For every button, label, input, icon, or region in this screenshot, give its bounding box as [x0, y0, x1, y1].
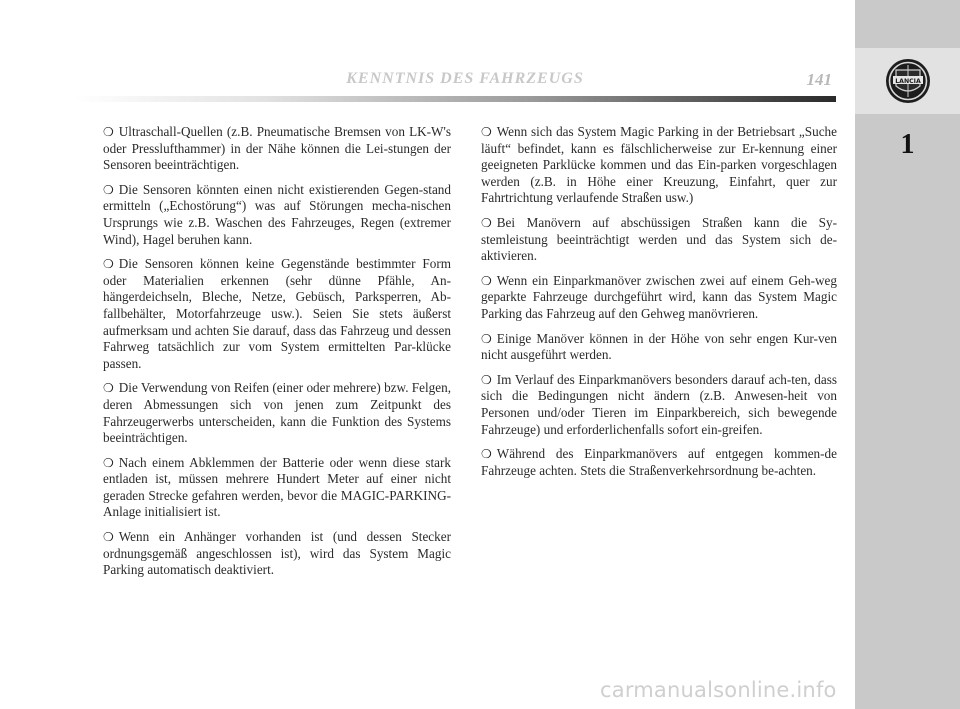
- bullet-icon: ❍: [481, 331, 492, 346]
- logo-box: [855, 48, 960, 114]
- bullet-icon: ❍: [103, 381, 114, 396]
- bullet-paragraph: [103, 256, 451, 372]
- bullet-paragraph: [481, 331, 837, 364]
- bullet-icon: ❍: [103, 125, 114, 139]
- bullet-icon: ❍: [103, 455, 114, 470]
- chapter-box: [855, 116, 960, 174]
- bullet-icon: ❍: [481, 125, 492, 139]
- paragraph-text: Während des Einparkmanövers auf entgegen kommen-de Fahrzeuge achten. Stets die Straßenverkehrsordnung be-achten.: [481, 446, 837, 478]
- watermark-text: carmanualsonline.info: [600, 678, 837, 702]
- bullet-paragraph: [481, 372, 837, 438]
- bullet-icon: ❍: [103, 530, 114, 545]
- bullet-icon: ❍: [481, 273, 492, 288]
- paragraph-text: Nach einem Abklemmen der Batterie oder wenn diese stark entladen ist, müssen mehrere Hundert Meter auf einer nicht geraden Strecke gefahren werden, bevor die MAGIC-PARKING-Anlage initialisiert ist.: [103, 454, 451, 520]
- paragraph-text: Wenn ein Anhänger vorhanden ist (und dessen Stecker ordnungsgemäß angeschlossen ist), wird das System Magic Parking automatisch deaktiviert.: [103, 529, 451, 578]
- header-rule: [74, 96, 836, 102]
- bullet-paragraph: [103, 380, 451, 446]
- paragraph-text: Die Verwendung von Reifen (einer oder mehrere) bzw. Felgen, deren Abmessungen sich von jenen zum Zeitpunkt des Fahrzeugerwerbs unterscheiden, kann die Funktion des Systems beeinträchtigen.: [103, 380, 451, 446]
- paragraph-text: Die Sensoren können keine Gegenstände bestimmter Form oder Materialien erkennen (sehr dünne Pfähle, An-hängerdeichseln, Bleche, Netze, Gebüsch, Parksperren, Ab-fallbehälter, Motorfahrzeuge usw.). Seien Sie stets äußerst aufmerksam und achten Sie darauf, dass das Fahrzeug und dessen Fahrweg tatsächlich zur vom System ermittelten Par-klücke passen.: [103, 256, 451, 371]
- lancia-logo-icon: [883, 56, 933, 106]
- bullet-icon: ❍: [103, 182, 114, 197]
- paragraph-text: Im Verlauf des Einparkmanövers besonders darauf ach-ten, dass sich die Bedingungen nicht ändern (z.B. Anwesen-heit von Personen und/oder Tieren im Einparkbereich, sich bewegende Fahrzeuge) und erforderlichenfalls sofort ein-greifen.: [481, 371, 837, 437]
- bullet-icon: ❍: [103, 257, 114, 272]
- paragraph-text: Einige Manöver können in der Höhe von sehr engen Kur-ven nicht ausgeführt werden.: [481, 330, 837, 363]
- page-number: 141: [806, 70, 832, 89]
- bullet-paragraph: [481, 124, 837, 207]
- paragraph-text: Bei Manövern auf abschüssigen Straßen kann die Sy-stemleistung beeinträchtigt werden und das System sich de-aktivieren.: [481, 214, 837, 264]
- chapter-number: 1: [900, 129, 915, 160]
- bullet-paragraph: [103, 529, 451, 579]
- paragraph-text: Ultraschall-Quellen (z.B. Pneumatische Bremsen von LK-W's oder Presslufthammer) in der Nähe können die Lei-stungen der Sensoren beeinträchtigen.: [103, 124, 451, 173]
- bullet-paragraph: [103, 455, 451, 521]
- left-column: [103, 124, 451, 587]
- section-title: KENNTNIS DES FAHRZEUGS: [346, 70, 584, 87]
- bullet-icon: ❍: [481, 447, 492, 462]
- bullet-icon: ❍: [481, 215, 492, 230]
- paragraph-text: Wenn ein Einparkmanöver zwischen zwei auf einem Geh-weg geparkte Fahrzeuge durchgeführt wird, kann das System Magic Parking das Fahrzeug auf den Gehweg manövrieren.: [481, 272, 837, 321]
- paragraph-text: Wenn sich das System Magic Parking in der Betriebsart „Suche läuft“ befindet, kann es fälschlicherweise zur Er-kennung einer geeigneten Parklücke kommen und das Ein-parken vorgeschlagen werden (z.B. in Höhe einer Kreuzung, Einfahrt, quer zur Fahrtrichtung verlaufende Straßen usw.): [481, 124, 837, 206]
- chapter-sidebar: [855, 0, 960, 709]
- bullet-paragraph: [103, 124, 451, 174]
- bullet-icon: ❍: [481, 372, 492, 387]
- logo-text: LANCIA: [894, 77, 921, 85]
- bullet-paragraph: [481, 273, 837, 323]
- bullet-paragraph: [481, 446, 837, 479]
- paragraph-text: Die Sensoren könnten einen nicht existierenden Gegen-stand ermitteln („Echostörung“) was auf Störungen mecha-nischen Ursprungs wie z.B. Waschen des Fahrzeuges, Regen (extremer Wind), Hagel beruhen kann.: [103, 181, 451, 247]
- bullet-paragraph: [103, 182, 451, 248]
- bullet-paragraph: [481, 215, 837, 265]
- right-column: [481, 124, 837, 487]
